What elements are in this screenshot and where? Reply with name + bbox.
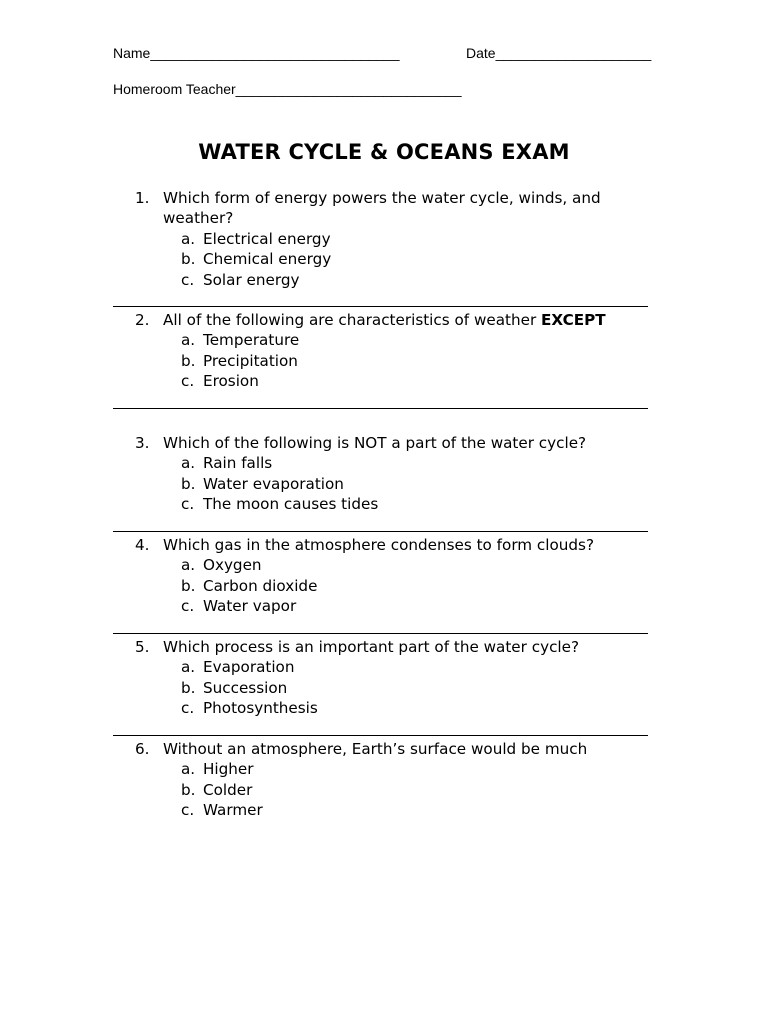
option-letter: b. bbox=[181, 678, 196, 697]
option-text: Evaporation bbox=[203, 658, 295, 677]
answer-options bbox=[181, 330, 299, 391]
divider-line bbox=[113, 531, 648, 532]
option-text: Precipitation bbox=[203, 351, 298, 370]
option-letter: c. bbox=[181, 270, 195, 289]
answer-options bbox=[181, 759, 263, 820]
option-c bbox=[181, 371, 299, 391]
option-letter: c. bbox=[181, 597, 195, 616]
option-a bbox=[181, 759, 263, 779]
option-c bbox=[181, 596, 317, 616]
divider-line bbox=[113, 408, 648, 409]
option-letter: b. bbox=[181, 780, 196, 799]
name-field-line: Name________________________________ bbox=[113, 45, 400, 61]
question-number: 5. bbox=[135, 638, 150, 656]
question-text: Which of the following is NOT a part of the water cycle? bbox=[163, 434, 587, 452]
option-text: Oxygen bbox=[203, 556, 262, 575]
option-a bbox=[181, 453, 378, 473]
option-text: Chemical energy bbox=[203, 250, 332, 269]
option-letter: b. bbox=[181, 576, 196, 595]
option-text: Erosion bbox=[203, 372, 259, 391]
option-a bbox=[181, 330, 299, 350]
option-a bbox=[181, 229, 331, 249]
option-text: The moon causes tides bbox=[203, 495, 379, 514]
question-number: 2. bbox=[135, 311, 150, 329]
option-b bbox=[181, 780, 263, 800]
option-c bbox=[181, 270, 331, 290]
option-b bbox=[181, 249, 331, 269]
answer-options bbox=[181, 453, 378, 514]
option-letter: a. bbox=[181, 230, 196, 248]
answer-options bbox=[181, 555, 317, 616]
option-text: Water vapor bbox=[203, 597, 297, 616]
option-letter: b. bbox=[181, 351, 196, 370]
option-text: Higher bbox=[203, 760, 254, 779]
homeroom-teacher-field-line: Homeroom Teacher_____________________________ bbox=[113, 81, 462, 97]
question-number: 6. bbox=[135, 740, 150, 758]
option-letter: b. bbox=[181, 250, 196, 269]
option-a bbox=[181, 555, 317, 575]
option-text: Photosynthesis bbox=[203, 699, 318, 718]
option-text: Carbon dioxide bbox=[203, 576, 318, 595]
option-b bbox=[181, 474, 378, 494]
option-c bbox=[181, 698, 318, 718]
option-text: Succession bbox=[203, 678, 288, 697]
option-letter: a. bbox=[181, 556, 196, 575]
question-number: 1. bbox=[135, 189, 150, 207]
option-letter: b. bbox=[181, 474, 196, 493]
question-number: 3. bbox=[135, 434, 150, 452]
option-letter: c. bbox=[181, 495, 195, 514]
option-text: Warmer bbox=[203, 801, 263, 820]
option-text: Water evaporation bbox=[203, 474, 344, 493]
question-text: Which gas in the atmosphere condenses to form clouds? bbox=[163, 536, 595, 554]
date-field-line: Date____________________ bbox=[466, 45, 652, 61]
option-text: Temperature bbox=[203, 331, 300, 350]
option-c bbox=[181, 494, 378, 514]
question-text-main: All of the following are characteristics of weather bbox=[163, 311, 537, 329]
divider-line bbox=[113, 306, 648, 307]
option-letter: a. bbox=[181, 454, 196, 473]
option-b bbox=[181, 576, 317, 596]
option-b bbox=[181, 351, 299, 371]
option-letter: a. bbox=[181, 331, 196, 350]
divider-line bbox=[113, 735, 648, 736]
question-emphasis: EXCEPT bbox=[541, 311, 606, 329]
option-letter: c. bbox=[181, 801, 195, 820]
question-text bbox=[163, 310, 633, 330]
option-letter: a. bbox=[181, 760, 196, 779]
divider-line bbox=[113, 633, 648, 634]
question-text: Without an atmosphere, Earth’s surface would be much bbox=[163, 740, 588, 758]
option-letter: c. bbox=[181, 372, 195, 391]
option-letter: a. bbox=[181, 658, 196, 677]
option-c bbox=[181, 800, 263, 820]
option-text: Electrical energy bbox=[203, 230, 331, 248]
option-letter: c. bbox=[181, 699, 195, 718]
option-text: Solar energy bbox=[203, 270, 300, 289]
option-text: Rain falls bbox=[203, 454, 273, 473]
answer-options bbox=[181, 229, 331, 290]
question-text: Which process is an important part of the water cycle? bbox=[163, 638, 580, 656]
option-b bbox=[181, 678, 318, 698]
exam-title: WATER CYCLE & OCEANS EXAM bbox=[198, 140, 570, 164]
question-number: 4. bbox=[135, 536, 150, 554]
question-text: Which form of energy powers the water cycle, winds, and weather? bbox=[163, 189, 601, 228]
answer-options bbox=[181, 657, 318, 718]
option-text: Colder bbox=[203, 780, 253, 799]
option-a bbox=[181, 657, 318, 677]
